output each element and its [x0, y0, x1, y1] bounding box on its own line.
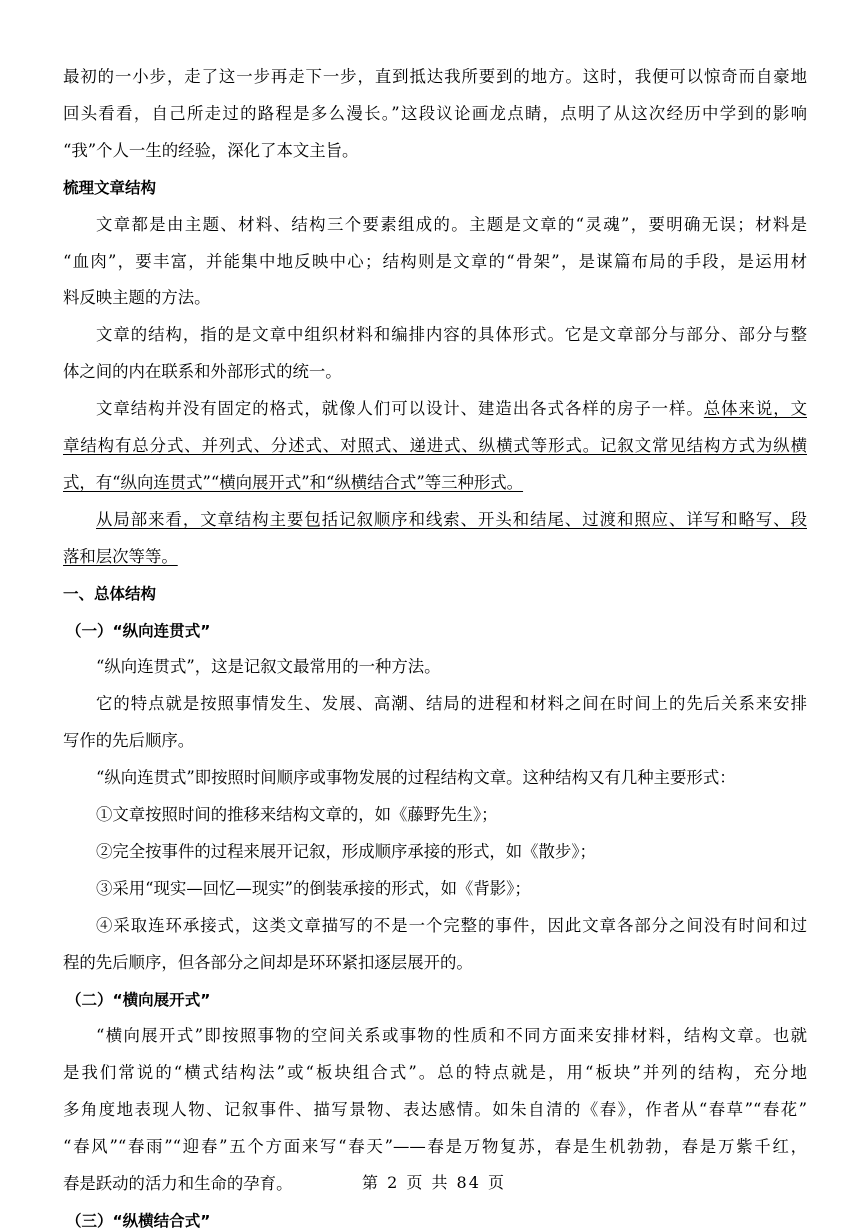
intro-line-3: “我”个人一生的经验，深化了本文主旨。: [63, 140, 359, 160]
intro-line-2: 回头看看，自己所走过的路程是多么漫长。”这段议论画龙点睛，点明了从这次经历中学到的影响: [63, 103, 807, 123]
section-heading-structure: 梳理文章结构: [63, 178, 157, 197]
underlined-text: 总体来说，文: [703, 399, 807, 419]
sub1-p3: “纵向连贯式”即按照时间顺序或事物发展的过程结构文章。这种结构又有几种主要形式：: [96, 768, 736, 788]
page-number: 第 2 页 共 84 页: [362, 1173, 506, 1192]
heading-vertical-horizontal-combined: （三）“纵横结合式”: [66, 1211, 211, 1230]
list-item-1: ①文章按照时间的推移来结构文章的，如《藤野先生》；: [96, 805, 498, 824]
structure-p3-line-3: 式，有“纵向连贯式”“横向展开式”和“纵横结合式”等三种形式。: [63, 472, 524, 492]
list-item-4-line-1: ④采取连环承接式，这类文章描写的不是一个完整的事件，因此文章各部分之间没有时间和过: [96, 915, 807, 935]
structure-p3-line-1: [96, 398, 807, 420]
structure-p3-text: 文章结构并没有固定的格式，就像人们可以设计、建造出各式各样的房子一样。: [96, 399, 704, 419]
list-item-2: ②完全按事件的过程来展开记叙，形成顺序承接的形式，如《散步》；: [96, 841, 596, 861]
intro-line-1: 最初的一小步，走了这一步再走下一步，直到抵达我所要到的地方。这时，我便可以惊奇而自豪地: [63, 67, 807, 86]
heading-overall-structure: 一、总体结构: [63, 584, 157, 603]
structure-p1-line-1: 文章都是由主题、材料、结构三个要素组成的。主题是文章的“灵魂”，要明确无误；材料是: [96, 214, 807, 234]
structure-p2-line-2: 体之间的内在联系和外部形式的统一。: [63, 362, 342, 382]
structure-p3-line-2: 章结构有总分式、并列式、分述式、对照式、递进式、纵横式等形式。记叙文常见结构方式为纵横: [63, 436, 807, 455]
structure-p2-line-1: 文章的结构，指的是文章中组织材料和编排内容的具体形式。它是文章部分与部分、部分与整: [96, 325, 807, 345]
list-item-3: ③采用“现实—回忆—现实”的倒装承接的形式，如《背影》；: [96, 878, 531, 898]
sub2-line-4: “春风”“春雨”“迎春”五个方面来写“春天”——春是万物复苏，春是生机勃勃，春是万紫千红，: [63, 1137, 807, 1157]
sub2-line-2: 是我们常说的“横式结构法”或“板块组合式”。总的特点就是，用“板块”并列的结构，充分地: [63, 1063, 807, 1083]
sub1-p1: “纵向连贯式”，这是记叙文最常用的一种方法。: [96, 657, 441, 677]
sub1-p2-line-2: 写作的先后顺序。: [63, 731, 195, 751]
list-item-4-line-2: 程的先后顺序，但各部分之间却是环环紧扣逐层展开的。: [63, 952, 473, 972]
sub2-line-1: “横向展开式”即按照事物的空间关系或事物的性质和不同方面来安排材料，结构文章。也就: [96, 1026, 807, 1046]
structure-p4-line-2: 落和层次等等。: [63, 546, 178, 566]
structure-p1-line-2: “血肉”，要丰富，并能集中地反映中心；结构则是文章的“骨架”，是谋篇布局的手段，是运用材: [63, 251, 807, 271]
structure-p1-line-3: 料反映主题的方法。: [63, 288, 211, 308]
sub1-p2-line-1: 它的特点就是按照事情发生、发展、高潮、结局的进程和材料之间在时间上的先后关系来安排: [96, 694, 807, 714]
sub2-line-3: 多角度地表现人物、记叙事件、描写景物、表达感情。如朱自清的《春》，作者从“春草”“春花”: [63, 1100, 807, 1120]
heading-horizontal-expand: （二）“横向展开式”: [66, 990, 211, 1009]
sub2-line-5: 春是跃动的活力和生命的孕育。: [63, 1174, 293, 1193]
heading-vertical-continuous: （一）“纵向连贯式”: [66, 621, 211, 640]
structure-p4-line-1: 从局部来看，文章结构主要包括记叙顺序和线索、开头和结尾、过渡和照应、详写和略写、段: [96, 509, 807, 529]
